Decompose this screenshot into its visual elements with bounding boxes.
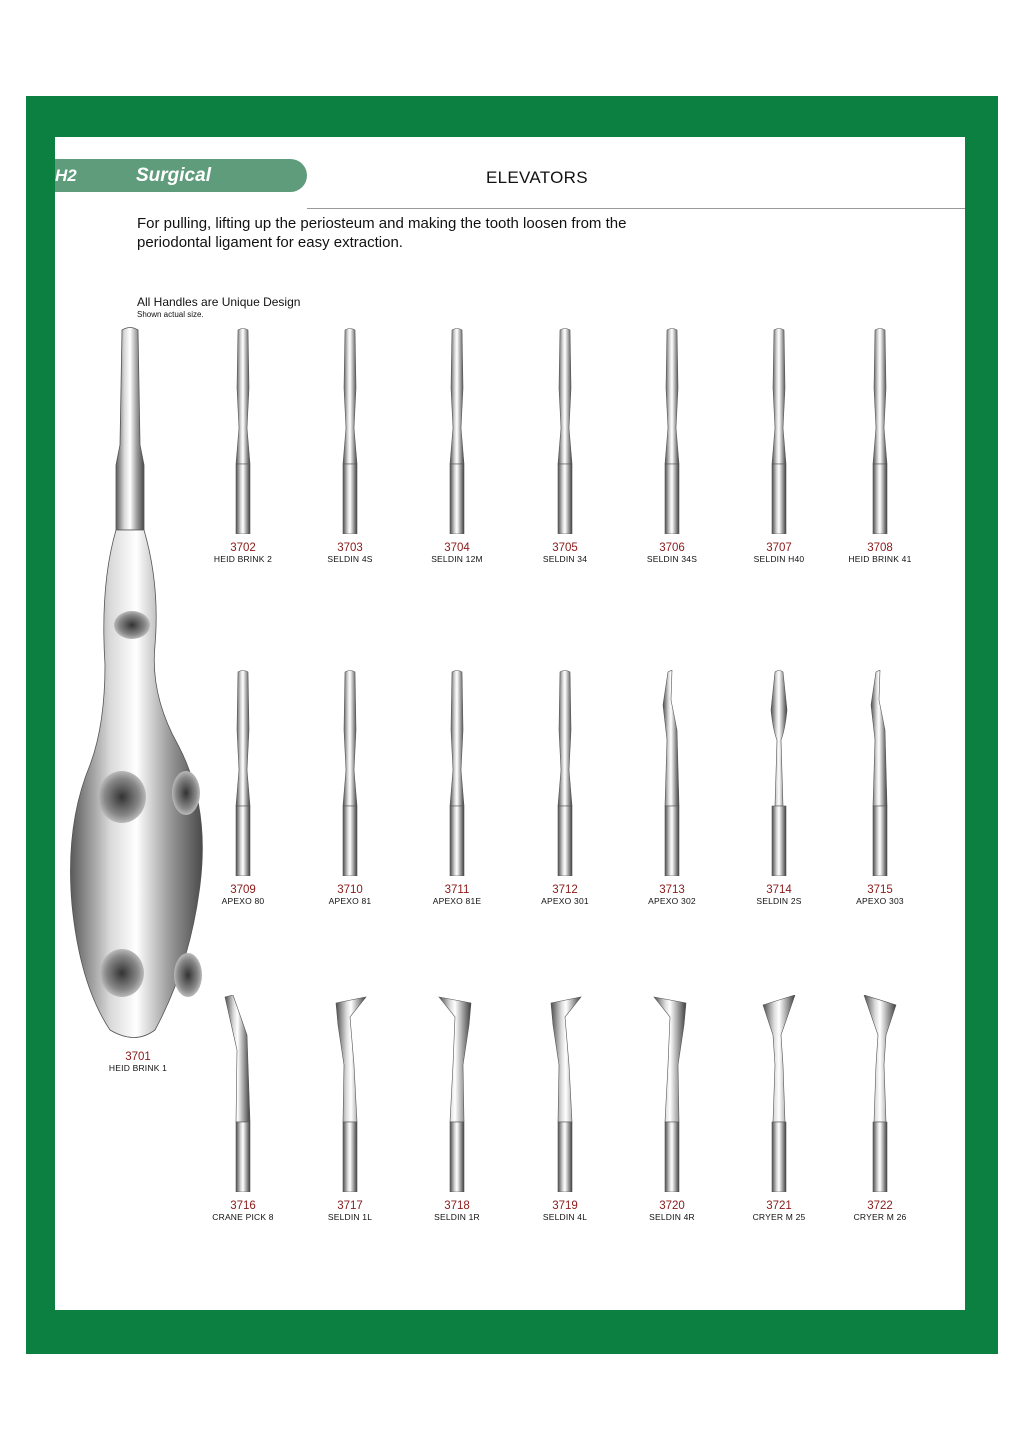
instrument-image: [652, 995, 692, 1192]
instrument-caption: [612, 542, 732, 565]
section-name: Surgical: [136, 165, 211, 186]
page-title: ELEVATORS: [486, 168, 588, 187]
featured-caption: [78, 1051, 198, 1074]
instrument-caption: [397, 1200, 517, 1223]
item-code: 3721: [766, 1200, 792, 1212]
item-code: 3714: [766, 884, 792, 896]
item-name: APEXO 81E: [432, 896, 482, 906]
item-name: APEXO 303: [856, 896, 904, 906]
item-code: 3705: [552, 542, 578, 554]
item-name: SELDIN 4S: [327, 554, 373, 564]
item-code: 3711: [444, 884, 470, 896]
instrument-caption: [505, 884, 625, 907]
item-code: 3722: [867, 1200, 893, 1212]
instrument-image: [545, 995, 585, 1192]
instrument-image: [759, 670, 799, 876]
item-code: 3707: [766, 542, 792, 554]
instrument-caption: [290, 1200, 410, 1223]
instrument-image: [223, 328, 263, 534]
instrument-image: [652, 328, 692, 534]
instrument-caption: [820, 542, 940, 565]
instrument-image: [759, 995, 799, 1192]
item-code: 3703: [337, 542, 363, 554]
instrument-image: [437, 995, 477, 1192]
instrument-image: [759, 328, 799, 534]
item-name: APEXO 302: [648, 896, 696, 906]
item-name: CRYER M 26: [853, 1212, 907, 1222]
instrument-caption: [397, 542, 517, 565]
instrument-caption: [183, 884, 303, 907]
item-name: SELDIN 12M: [431, 554, 483, 564]
description: For pulling, lifting up the periosteum and making the tooth loosen from the periodontal ligament for easy extraction.: [137, 215, 627, 251]
instrument-image: [330, 328, 370, 534]
instrument-image: [330, 995, 370, 1192]
item-name: SELDIN 4L: [542, 1212, 588, 1222]
instrument-image: [860, 995, 900, 1192]
item-name: HEID BRINK 41: [848, 554, 912, 564]
item-code: 3720: [659, 1200, 685, 1212]
instrument-image: [223, 670, 263, 876]
section-code: H2: [55, 166, 77, 185]
item-name: APEXO 81: [328, 896, 372, 906]
item-code: 3713: [659, 884, 685, 896]
instrument-image: [330, 670, 370, 876]
item-name: SELDIN 4R: [649, 1212, 695, 1222]
handles-note: All Handles are Unique Design: [137, 295, 301, 309]
item-name: SELDIN 34S: [646, 554, 698, 564]
item-name: APEXO 80: [221, 896, 265, 906]
instrument-image: [545, 670, 585, 876]
instrument-image: [223, 995, 263, 1192]
item-code: 3706: [659, 542, 685, 554]
item-code: 3710: [337, 884, 363, 896]
item-name: CRYER M 25: [752, 1212, 806, 1222]
instrument-caption: [612, 1200, 732, 1223]
item-code: 3719: [552, 1200, 578, 1212]
instrument-caption: [820, 1200, 940, 1223]
item-code: 3715: [867, 884, 893, 896]
instrument-image: [437, 328, 477, 534]
instrument-caption: [183, 1200, 303, 1223]
instrument-image: [652, 670, 692, 876]
instrument-image: [545, 328, 585, 534]
section-tab: [55, 159, 307, 192]
item-name: SELDIN 34: [542, 554, 588, 564]
instrument-caption: [397, 884, 517, 907]
item-code: 3708: [867, 542, 893, 554]
featured-instrument-image: [60, 325, 230, 1045]
header-divider: [307, 208, 965, 209]
item-name: HEID BRINK 1: [108, 1063, 168, 1073]
item-code: 3709: [230, 884, 256, 896]
instrument-caption: [183, 542, 303, 565]
item-code: 3704: [444, 542, 470, 554]
item-name: CRANE PICK 8: [212, 1212, 274, 1222]
item-code: 3702: [230, 542, 256, 554]
item-name: SELDIN 1L: [327, 1212, 373, 1222]
item-code: 3718: [444, 1200, 470, 1212]
instrument-caption: [505, 1200, 625, 1223]
instrument-caption: [290, 884, 410, 907]
instrument-caption: [290, 542, 410, 565]
item-name: SELDIN 1R: [434, 1212, 480, 1222]
item-name: APEXO 301: [541, 896, 589, 906]
item-name: SELDIN 2S: [756, 896, 802, 906]
instrument-caption: [505, 542, 625, 565]
item-code: 3712: [552, 884, 578, 896]
item-code: 3717: [337, 1200, 363, 1212]
item-code: 3716: [230, 1200, 256, 1212]
instrument-image: [437, 670, 477, 876]
item-name: HEID BRINK 2: [213, 554, 273, 564]
instrument-caption: [820, 884, 940, 907]
instrument-image: [860, 670, 900, 876]
size-note: Shown actual size.: [137, 310, 204, 319]
item-code: 3701: [125, 1051, 151, 1063]
item-name: SELDIN H40: [753, 554, 805, 564]
instrument-caption: [612, 884, 732, 907]
instrument-image: [860, 328, 900, 534]
